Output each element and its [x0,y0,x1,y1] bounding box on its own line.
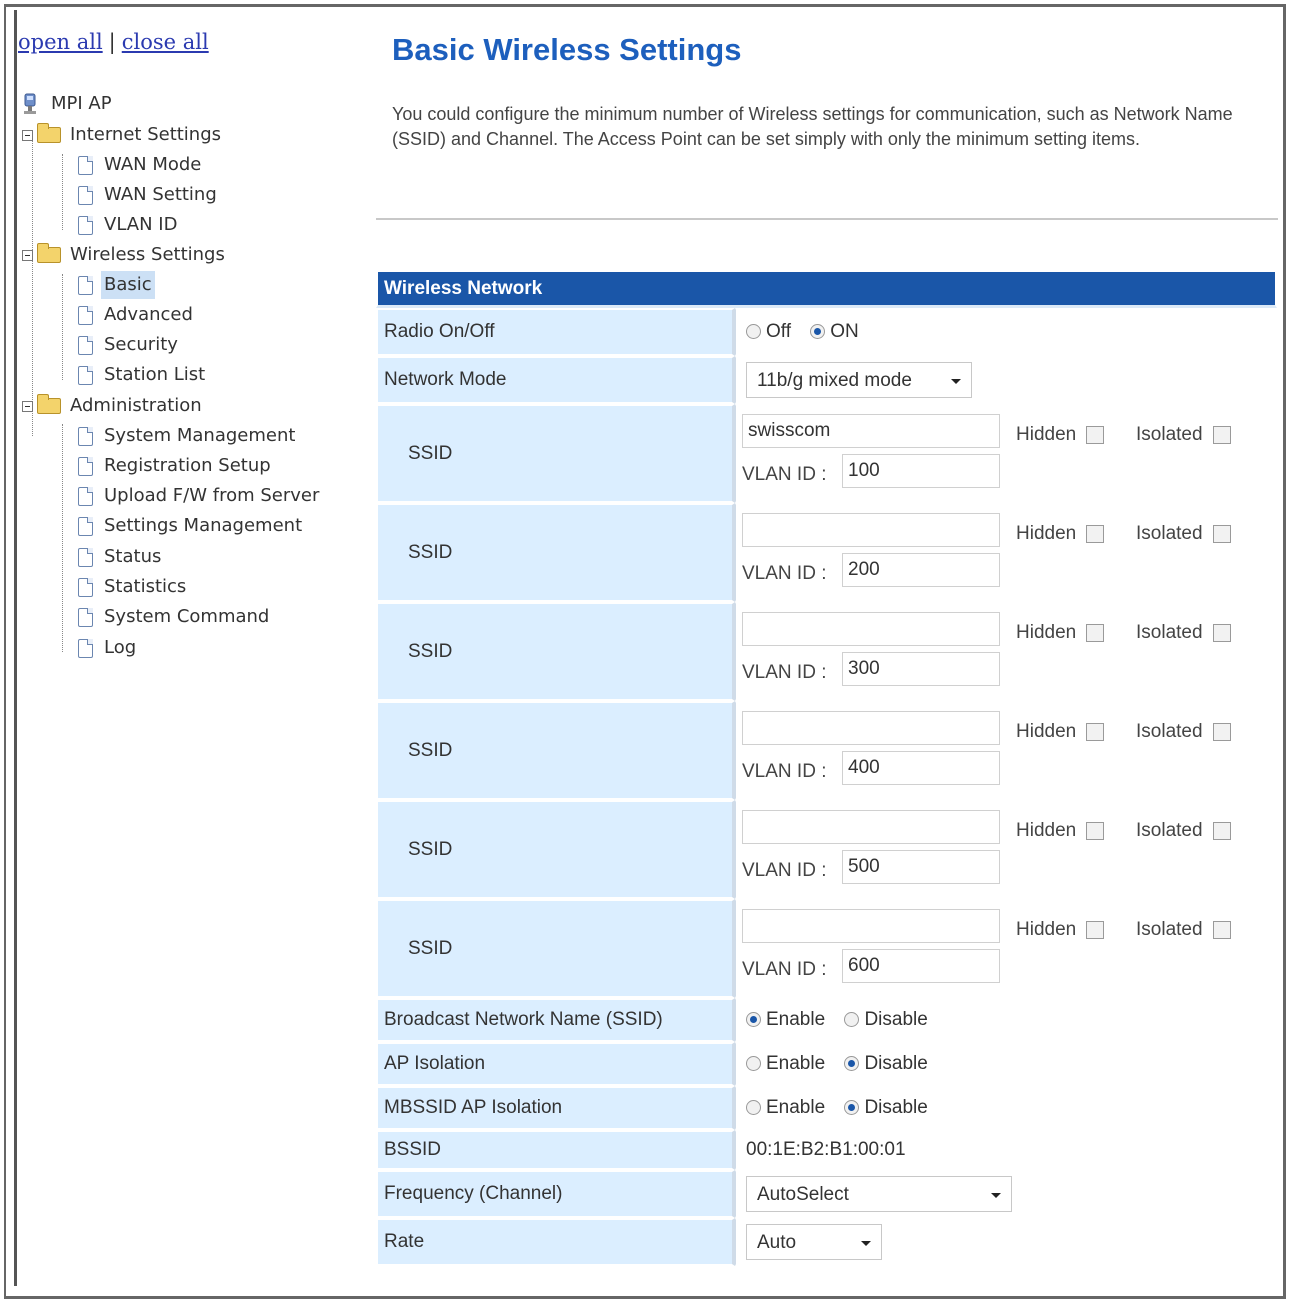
radio-off-label: Off [766,320,791,342]
enable-label: Enable [766,1052,826,1074]
tree-item-wan-mode[interactable] [78,151,204,179]
ssid-input[interactable] [742,810,1000,844]
ssid-value [735,503,1277,602]
network-mode-select[interactable] [746,362,972,398]
ap-isolation-enable-radio[interactable] [746,1056,761,1071]
hidden-checkbox[interactable] [1086,822,1104,840]
hidden-label: Hidden [1016,424,1077,445]
link-separator: | [108,30,116,54]
rate-select[interactable] [746,1224,882,1260]
tree-item-label: WAN Setting [104,184,217,205]
isolated-checkbox[interactable] [1213,426,1231,444]
page-icon [78,276,93,295]
isolated-checkbox[interactable] [1213,822,1231,840]
ssid-label: SSID [376,800,735,899]
isolated-label: Isolated [1136,622,1203,643]
tree-item-label: Status [104,546,162,567]
hidden-label: Hidden [1016,820,1077,841]
tree-root-mpi-ap[interactable] [22,90,115,118]
ssid-label: SSID [376,503,735,602]
bssid-row [376,1130,1277,1170]
vlan-input[interactable]: 600 [842,949,1000,983]
vlan-label: VLAN ID : [742,860,827,881]
tree-group-label: Wireless Settings [70,244,225,265]
tree-group-internet-settings[interactable] [22,121,224,149]
tree-item-label: VLAN ID [104,214,178,235]
collapse-icon[interactable] [22,401,33,412]
mbssid-isolation-value [735,1086,1277,1130]
ssid-row [376,503,1277,602]
tree-group-wireless-settings[interactable] [22,241,228,269]
table-header: Wireless Network [376,270,1277,308]
tree-item-label: Security [104,334,178,355]
tree-item-status[interactable] [78,543,164,571]
page-icon [78,336,93,355]
tree-item-label: Statistics [104,576,187,597]
tree-item-settings-management[interactable] [78,512,305,540]
isolated-label: Isolated [1136,424,1203,445]
vlan-label: VLAN ID : [742,464,827,485]
mbssid-isolation-row [376,1086,1277,1130]
tree-group-label: Administration [70,395,202,416]
hidden-group [1016,424,1104,446]
tree-item-advanced[interactable] [78,301,196,329]
frequency-selected: AutoSelect [757,1184,849,1205]
disable-label: Disable [864,1096,928,1118]
frequency-row [376,1170,1277,1218]
ssid-row [376,800,1277,899]
ssid-input[interactable] [742,909,1000,943]
hidden-checkbox[interactable] [1086,426,1104,444]
ssid-value [735,602,1277,701]
isolated-label: Isolated [1136,820,1203,841]
tree-item-vlan-id[interactable] [78,211,180,239]
tree-connector [62,274,63,380]
broadcast-disable-radio[interactable] [844,1012,859,1027]
rate-value [735,1218,1277,1266]
folder-open-icon [37,127,61,143]
page-icon [78,366,93,385]
vlan-input[interactable]: 500 [842,850,1000,884]
tree-group-label: Internet Settings [70,124,222,145]
tree-item-upload-fw[interactable] [78,482,322,510]
ssid-row [376,602,1277,701]
ssid-label: SSID [376,701,735,800]
rate-label: Rate [376,1218,735,1266]
page-icon [78,517,93,536]
tree-item-label: Settings Management [104,515,303,536]
access-point-icon [22,93,38,115]
ap-isolation-row [376,1042,1277,1086]
frequency-value [735,1170,1277,1218]
network-mode-label: Network Mode [376,356,735,404]
page-icon [78,186,93,205]
vlan-input[interactable]: 100 [842,454,1000,488]
close-all-link[interactable]: close all [121,30,209,54]
hidden-group [1016,919,1104,941]
page-icon [78,427,93,446]
tree-item-system-command[interactable] [78,603,272,631]
wireless-network-table [376,270,1277,1266]
tree-connector [62,424,63,652]
tree-item-statistics[interactable] [78,573,189,601]
isolated-checkbox[interactable] [1213,624,1231,642]
frequency-label: Frequency (Channel) [376,1170,735,1218]
chevron-down-icon [991,1193,1001,1198]
network-mode-row [376,356,1277,404]
tree-item-label: Upload F/W from Server [104,485,320,506]
isolated-group [1136,820,1231,842]
tree-item-system-management[interactable] [78,422,298,450]
radio-on-label: ON [830,320,859,342]
tree-item-label: Log [104,637,137,658]
chevron-down-icon [951,379,961,384]
isolated-checkbox[interactable] [1213,921,1231,939]
broadcast-value [735,998,1277,1042]
ssid-value [735,701,1277,800]
isolated-label: Isolated [1136,721,1203,742]
ssid-label: SSID [376,602,735,701]
ssid-label: SSID [376,404,735,503]
page-description: You could configure the minimum number of Wireless settings for communication, such as Network Name (SSID) and Channel. The Access Point can be set simply with only the minimum setting items. [392,104,1233,149]
isolated-group [1136,919,1231,941]
broadcast-row [376,998,1277,1042]
tree-item-security[interactable] [78,331,181,359]
disable-label: Disable [864,1052,928,1074]
page-icon [78,487,93,506]
page-icon [78,578,93,597]
frequency-select[interactable] [746,1176,1012,1212]
hidden-group [1016,820,1104,842]
ssid-input[interactable] [742,513,1000,547]
radio-value [735,308,1277,356]
radio-label: Radio On/Off [376,308,735,356]
page-icon [78,457,93,476]
page-icon [78,639,93,658]
ssid-value [735,800,1277,899]
divider [376,218,1278,220]
radio-row [376,308,1277,356]
ssid-input[interactable] [742,612,1000,646]
ssid-row [376,701,1277,800]
mbssid-disable-radio[interactable] [844,1100,859,1115]
collapse-icon[interactable] [22,250,33,261]
vlan-label: VLAN ID : [742,662,827,683]
ssid-value [735,404,1277,503]
tree-group-administration[interactable] [22,392,205,420]
hidden-group [1016,523,1104,545]
rate-selected: Auto [757,1232,797,1253]
isolated-group [1136,721,1231,743]
hidden-checkbox[interactable] [1086,624,1104,642]
hidden-checkbox[interactable] [1086,723,1104,741]
ssid-value [735,899,1277,998]
isolated-label: Isolated [1136,919,1203,940]
ap-isolation-value [735,1042,1277,1086]
tree-item-label: System Management [104,425,296,446]
broadcast-label: Broadcast Network Name (SSID) [376,998,735,1042]
tree-root-label: MPI AP [51,93,112,114]
page-icon [78,156,93,175]
folder-open-icon [37,247,61,263]
ssid-label: SSID [376,899,735,998]
mbssid-enable-radio[interactable] [746,1100,761,1115]
ssid-input[interactable]: swisscom [742,414,1000,448]
chevron-down-icon [861,1241,871,1246]
network-mode-value [735,356,1277,404]
vlan-label: VLAN ID : [742,959,827,980]
tree-item-label: Advanced [104,304,193,325]
tree-connector [62,154,63,230]
bssid-label: BSSID [376,1130,735,1170]
page-title: Basic Wireless Settings [392,32,742,67]
enable-label: Enable [766,1096,826,1118]
tree-item-wan-setting[interactable] [78,181,220,209]
isolated-group [1136,424,1231,446]
isolated-label: Isolated [1136,523,1203,544]
bssid-value: 00:1E:B2:B1:00:01 [735,1130,1277,1170]
vlan-input[interactable]: 300 [842,652,1000,686]
tree-connector [32,136,33,436]
frame-divider [14,10,17,1286]
hidden-checkbox[interactable] [1086,921,1104,939]
tree-item-label: Registration Setup [104,455,271,476]
collapse-icon[interactable] [22,130,33,141]
page-icon [78,608,93,627]
tree-item-basic[interactable] [78,271,155,299]
folder-open-icon [37,398,61,414]
network-mode-selected: 11b/g mixed mode [757,370,912,391]
vlan-label: VLAN ID : [742,563,827,584]
hidden-group [1016,622,1104,644]
tree-toggle-links [18,30,209,54]
isolated-checkbox[interactable] [1213,723,1231,741]
open-all-link[interactable]: open all [18,30,103,54]
ssid-row [376,899,1277,998]
hidden-checkbox[interactable] [1086,525,1104,543]
enable-label: Enable [766,1008,826,1030]
ssid-row [376,404,1277,503]
tree-item-label: Basic [101,271,155,299]
tree-item-registration-setup[interactable] [78,452,274,480]
radio-off-button[interactable] [746,324,761,339]
radio-on-button[interactable] [810,324,825,339]
tree-item-label: WAN Mode [104,154,202,175]
mbssid-isolation-label: MBSSID AP Isolation [376,1086,735,1130]
disable-label: Disable [864,1008,928,1030]
page-icon [78,306,93,325]
hidden-label: Hidden [1016,721,1077,742]
hidden-label: Hidden [1016,919,1077,940]
ap-isolation-disable-radio[interactable] [844,1056,859,1071]
broadcast-enable-radio[interactable] [746,1012,761,1027]
tree-item-station-list[interactable] [78,361,208,389]
rate-row [376,1218,1277,1266]
isolated-group [1136,523,1231,545]
ssid-input[interactable] [742,711,1000,745]
hidden-label: Hidden [1016,622,1077,643]
tree-item-label: Station List [104,364,206,385]
isolated-checkbox[interactable] [1213,525,1231,543]
hidden-group [1016,721,1104,743]
isolated-group [1136,622,1231,644]
vlan-label: VLAN ID : [742,761,827,782]
ap-isolation-label: AP Isolation [376,1042,735,1086]
tree-item-log[interactable] [78,634,139,662]
page-icon [78,216,93,235]
vlan-input[interactable]: 200 [842,553,1000,587]
vlan-input[interactable]: 400 [842,751,1000,785]
hidden-label: Hidden [1016,523,1077,544]
page-icon [78,548,93,567]
tree-item-label: System Command [104,606,270,627]
